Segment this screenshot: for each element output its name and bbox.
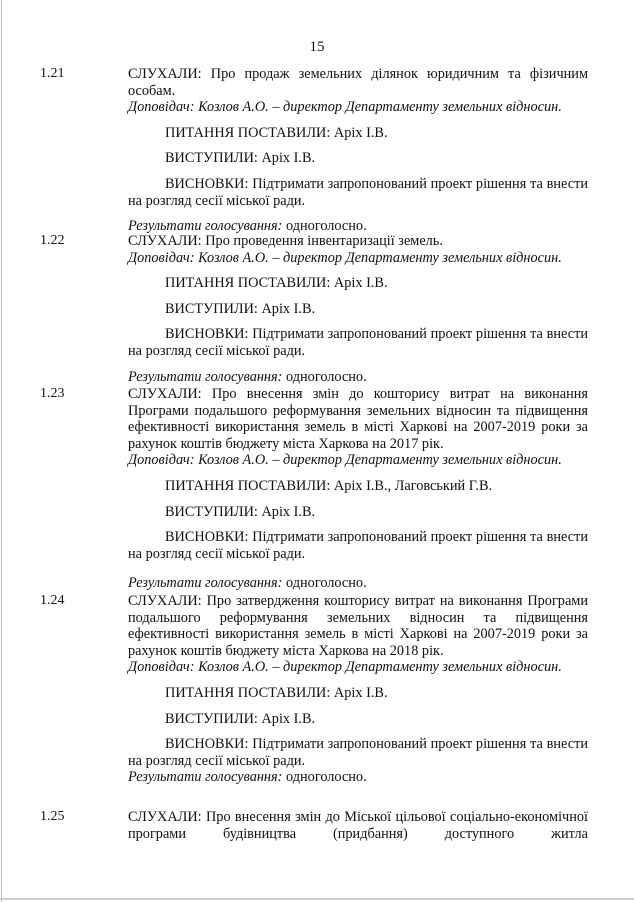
speaker-text: Козлов А.О. – директор Департаменту земельних відносин. [198, 659, 562, 676]
questions-line [128, 275, 588, 292]
conclusions-paragraph [128, 736, 588, 769]
heard-text: Про внесення змін до кошторису витрат на виконання Програми подальшого реформування земельних відносин та підвищення ефективності використання земель в місті Харкові на 2007-2019 роки за рахунок коштів бюджету міста Харкова на 2017 рік. [128, 386, 588, 452]
heard-label: СЛУХАЛИ: [128, 66, 202, 82]
heard-label: СЛУХАЛИ: [128, 386, 202, 402]
item-number: 1.25 [40, 809, 65, 824]
speaker-label: Доповідач: [128, 452, 195, 469]
speaker-text: Козлов А.О. – директор Департаменту земельних відносин. [198, 452, 562, 469]
vote-label: Результати голосування: [128, 218, 283, 235]
heard-text: Про внесення змін до Міської цільової соціально-економічної програми будівництва (придбання) доступного житла [128, 809, 588, 842]
heard-label: СЛУХАЛИ: [128, 593, 202, 609]
item-body [128, 66, 588, 235]
item-body [128, 386, 588, 592]
spoke-line [128, 504, 588, 521]
speaker-label: Доповідач: [128, 659, 195, 676]
conclusions-text: Підтримати запропонований проект рішення та внести на розгляд сесії міської ради. [128, 326, 588, 359]
heard-text: Про затвердження кошторису витрат на виконання Програми подальшого реформування земельних відносин та підвищення ефективності використання земель в місті Харкові на 2007-2019 роки за рахунок коштів бюджету міста Харкова на 2018 рік. [128, 593, 588, 659]
conclusions-paragraph [128, 529, 588, 562]
spoke-line [128, 711, 588, 728]
speaker-line [128, 659, 588, 676]
heard-paragraph [128, 386, 588, 452]
heard-paragraph [128, 593, 588, 659]
heard-text: Про продаж земельних ділянок юридичним та фізичним особам. [128, 66, 588, 99]
speaker-text: Козлов А.О. – директор Департаменту земельних відносин. [198, 99, 562, 116]
item-number: 1.23 [40, 386, 65, 401]
spoke-names: Аріх І.В. [261, 300, 316, 317]
item-number: 1.21 [40, 66, 65, 81]
conclusions-label: ВИСНОВКИ: [165, 736, 249, 753]
item-body [128, 233, 588, 385]
conclusions-paragraph [128, 326, 588, 359]
item-number: 1.22 [40, 233, 65, 248]
vote-line [128, 575, 588, 592]
spoke-names: Аріх І.В. [261, 710, 316, 727]
conclusions-text: Підтримати запропонований проект рішення та внести на розгляд сесії міської ради. [128, 736, 588, 769]
speaker-line [128, 99, 588, 116]
item-body [128, 809, 588, 842]
vote-result: одноголосно. [286, 368, 367, 385]
page-number: 15 [309, 39, 325, 55]
heard-paragraph [128, 809, 588, 842]
vote-label: Результати голосування: [128, 769, 283, 786]
spoke-line [128, 150, 588, 167]
vote-label: Результати голосування: [128, 575, 283, 592]
spoke-label: ВИСТУПИЛИ: [165, 710, 258, 727]
questions-line [128, 125, 588, 142]
vote-result: одноголосно. [286, 769, 367, 786]
spoke-line [128, 301, 588, 318]
conclusions-label: ВИСНОВКИ: [165, 326, 249, 343]
speaker-line [128, 452, 588, 469]
conclusions-label: ВИСНОВКИ: [165, 175, 249, 192]
spoke-label: ВИСТУПИЛИ: [165, 150, 258, 167]
questions-label: ПИТАННЯ ПОСТАВИЛИ: [165, 684, 331, 701]
item-body [128, 593, 588, 786]
heard-paragraph [128, 233, 588, 250]
vote-line [128, 769, 588, 786]
spoke-label: ВИСТУПИЛИ: [165, 300, 258, 317]
speaker-text: Козлов А.О. – директор Департаменту земельних відносин. [198, 249, 562, 266]
questions-label: ПИТАННЯ ПОСТАВИЛИ: [165, 124, 331, 141]
questions-names: Аріх І.В., Лаговський Г.В. [333, 477, 493, 494]
questions-line [128, 478, 588, 495]
conclusions-paragraph [128, 176, 588, 209]
heard-paragraph [128, 66, 588, 99]
questions-names: Аріх І.В. [333, 275, 388, 292]
vote-result: одноголосно. [286, 218, 367, 235]
questions-line [128, 685, 588, 702]
heard-label: СЛУХАЛИ: [128, 233, 202, 249]
speaker-label: Доповідач: [128, 249, 195, 266]
questions-label: ПИТАННЯ ПОСТАВИЛИ: [165, 275, 331, 292]
conclusions-label: ВИСНОВКИ: [165, 529, 249, 546]
vote-result: одноголосно. [286, 575, 367, 592]
questions-names: Аріх І.В. [333, 124, 388, 141]
item-number: 1.24 [40, 593, 65, 608]
heard-text: Про проведення інвентаризації земель. [205, 233, 443, 249]
spoke-label: ВИСТУПИЛИ: [165, 503, 258, 520]
heard-label: СЛУХАЛИ: [128, 809, 202, 825]
speaker-label: Доповідач: [128, 99, 195, 116]
spoke-names: Аріх І.В. [261, 150, 316, 167]
vote-label: Результати голосування: [128, 368, 283, 385]
questions-label: ПИТАННЯ ПОСТАВИЛИ: [165, 477, 331, 494]
conclusions-text: Підтримати запропонований проект рішення та внести на розгляд сесії міської ради. [128, 529, 588, 562]
speaker-line [128, 250, 588, 267]
conclusions-text: Підтримати запропонований проект рішення та внести на розгляд сесії міської ради. [128, 175, 588, 209]
questions-names: Аріх І.В. [333, 684, 388, 701]
spoke-names: Аріх І.В. [261, 503, 316, 520]
vote-line [128, 369, 588, 386]
